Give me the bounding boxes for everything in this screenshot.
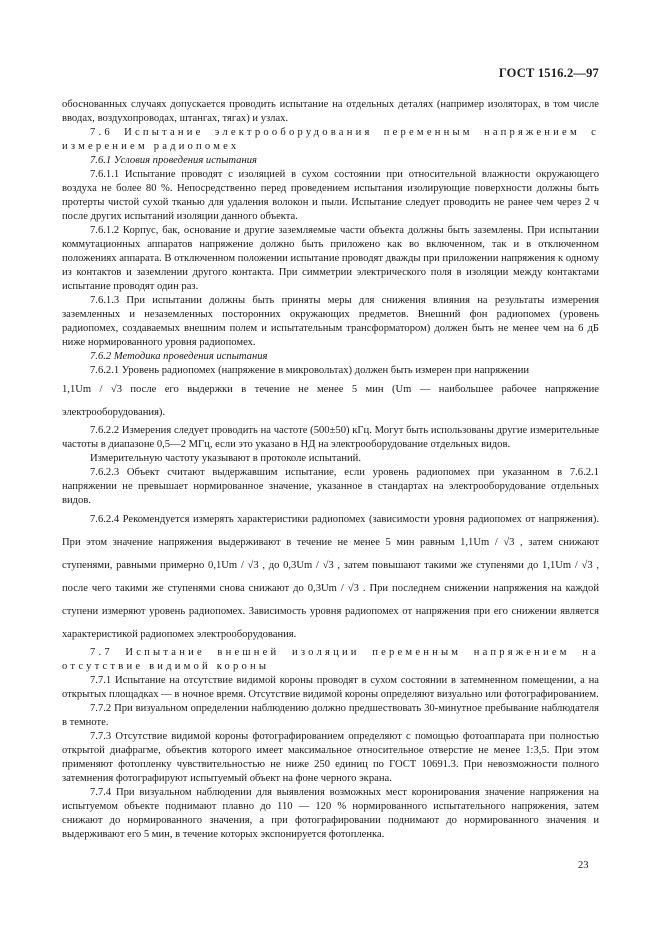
paragraph-7-6-1-2: 7.6.1.2 Корпус, бак, основание и другие заземляемые части объекта должны быть заземлены. При испытании коммутационных аппаратов напряжение должно быть приложено как во включенном, так и в отключенном положениях аппарата. В отключенном положении испытание проводят дважды при приложении напряжения к одному из контактов и заземлении другого контакта. При симметрии электрического поля в изоляции между контактами испытание проводят один раз.: [62, 225, 599, 292]
paragraph-frequency-note: Измерительную частоту указывают в протоколе испытаний.: [90, 453, 361, 464]
subsection-heading-7-6-1: 7.6.1 Условия проведения испытания: [90, 155, 257, 166]
paragraph-7-6-1-3: 7.6.1.3 При испытании должны быть приняты меры для снижения влияния на результаты измерения заземленных и незаземленных посторонних окружающих предметов. Внешний фон радиопомех (уровень радиопомех, создаваемых внешним полем и испытательным трансформатором) должен быть не менее чем на 6 дБ ниже нормированного уровня радиопомех.: [62, 295, 599, 348]
body-text: [62, 98, 599, 842]
paragraph-7-6-2-4: 7.6.2.4 Рекомендуется измерять характеристики радиопомех (зависимости уровня радиопомех от напряжения). При этом значение напряжения выдерживают в течение не менее 5 мин равным 1,1Um / √3 , затем снижают ступенями, равными примерно 0,1Um / √3 , до 0,3Um / √3 , затем повышают такими же ступенями до 1,1Um / √3 , после чего такими же ступенями снова снижают до 0,3Um / √3 . При последнем снижении напряжения на каждой ступени измеряют уровень радиопомех. Зависимость уровня радиопомех от напряжения при его снижении является характеристикой радиопомех электрооборудования.: [62, 514, 599, 640]
paragraph-7-6-2-2: 7.6.2.2 Измерения следует проводить на частоте (500±50) кГц. Могут быть использованы другие измерительные частоты в диапазоне 0,5—2 МГц, если это указано в НД на электрооборудование отдельных видов.: [62, 425, 599, 450]
paragraph-formula-voltage: 1,1Um / √3 после его выдержки в течение не менее 5 мин (Um — наибольшее рабочее напряжение электрооборудования).: [62, 384, 599, 418]
paragraph-7-7-4: 7.7.4 При визуальном наблюдении для выявления возможных мест коронирования значение напряжения на испытуемом объекте поднимают плавно до 110 — 120 % нормированного испытательного напряжения, затем снижают до нормированного значения, а при фотографировании поднимают до нормированного значения и выдерживают его 5 мин, в течение которых экспонируется фотопленка.: [62, 787, 599, 840]
section-heading-7-6: 7.6 Испытание электрооборудования переменным напряжением с измерением радиопомех: [62, 127, 599, 152]
paragraph-7-6-1-1: 7.6.1.1 Испытание проводят с изоляцией в сухом состоянии при относительной влажности окружающего воздуха не более 80 %. Непосредственно перед проведением испытания изолирующие поверхности должны быть протерты чистой сухой тканью для удаления волокон и пыли. Испытание следует проводить не ранее чем через 2 ч после других испытаний изоляции данного объекта.: [62, 169, 599, 222]
subsection-heading-7-6-2: 7.6.2 Методика проведения испытания: [90, 351, 268, 362]
standard-header: ГОСТ 1516.2—97: [498, 66, 599, 80]
paragraph-7-6-2-1: 7.6.2.1 Уровень радиопомех (напряжение в микровольтах) должен быть измерен при напряжении: [90, 365, 530, 376]
section-heading-7-7: 7.7 Испытание внешней изоляции переменным напряжением на отсутствие видимой короны: [62, 647, 599, 672]
paragraph-7-7-2: 7.7.2 При визуальном определении наблюдению должно предшествовать 30-минутное пребывание наблюдателя в темноте.: [62, 703, 599, 728]
paragraph-7-7-1: 7.7.1 Испытание на отсутствие видимой короны проводят в сухом состоянии в затемненном помещении, а на открытых площадках — в ночное время. Отсутствие видимой короны определяют визуально или фотографированием.: [62, 675, 599, 700]
paragraph-continuation: обоснованных случаях допускается проводить испытание на отдельных деталях (например изоляторах, в том числе вводах, воздухопроводах, штангах, тягах) и узлах.: [62, 99, 599, 124]
page-number: 23: [578, 860, 589, 871]
paragraph-7-6-2-3: 7.6.2.3 Объект считают выдержавшим испытание, если уровень радиопомех при указанном в 7.6.2.1 напряжении не превышает нормированное значение, указанное в стандартах на электрооборудование отдельных видов.: [62, 467, 599, 506]
paragraph-7-7-3: 7.7.3 Отсутствие видимой короны фотографированием определяют с помощью фотоаппарата при полностью открытой диафрагме, объектив которого имеет максимальное относительное отверстие не менее 1:3,5. При этом применяют фотопленку чувствительностью не ниже 250 единиц по ГОСТ 10691.3. При невозможности полного затемнения фотографируют испытуемый объект на фоне черного экрана.: [62, 731, 599, 784]
